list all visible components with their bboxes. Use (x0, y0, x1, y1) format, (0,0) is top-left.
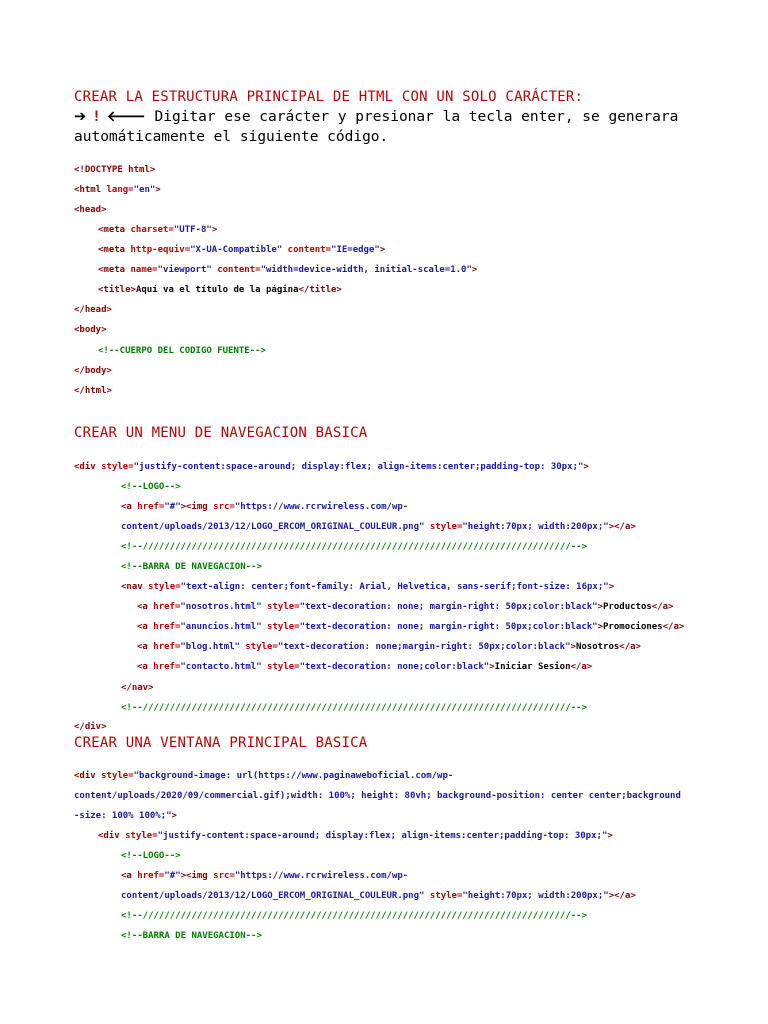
section-heading-window: CREAR UNA VENTANA PRINCIPAL BASICA (74, 735, 368, 751)
code-comment: <!--///////////////////////////////////////////////////////////////////////////////--> (121, 542, 587, 552)
intro-line-1 (74, 108, 678, 125)
code-line: <a href="blog.html" style="text-decoration: none;margin-right: 50px;color:black">Nosotros</a> (137, 642, 641, 652)
arrow-right-icon: ➔ (74, 109, 87, 125)
code-comment: <!--BARRA DE NAVEGACION--> (121, 931, 262, 941)
code-line: content/uploads/2013/12/LOGO_ERCOM_ORIGINAL_COULEUR.png" style="height:70px; width:200px;"></a> (121, 891, 636, 901)
code-line: </body> (74, 366, 112, 376)
code-line: content/uploads/2020/09/commercial.gif);width: 100%; height: 80vh; background-position: center center;background (74, 791, 681, 801)
code-comment: <!--///////////////////////////////////////////////////////////////////////////////--> (121, 703, 587, 713)
code-line: </html> (74, 386, 112, 396)
code-comment: <!--CUERPO DEL CODIGO FUENTE--> (98, 346, 266, 356)
code-line: <nav style="text-align: center;font-family: Arial, Helvetica, sans-serif;font-size: 16px;"> (121, 582, 615, 592)
code-line: <a href="nosotros.html" style="text-decoration: none; margin-right: 50px;color:black">Productos</a> (137, 602, 674, 612)
code-line: content/uploads/2013/12/LOGO_ERCOM_ORIGINAL_COULEUR.png" style="height:70px; width:200px;"></a> (121, 522, 636, 532)
code-line: <a href="anuncios.html" style="text-decoration: none; margin-right: 50px;color:black">Promociones</a> (137, 622, 685, 632)
code-line: <body> (74, 325, 107, 335)
code-line: <div style="justify-content:space-around; display:flex; align-items:center;padding-top: 30px;"> (74, 462, 589, 472)
code-line: <meta http-equiv="X-UA-Compatible" content="IE=edge"> (98, 245, 386, 255)
code-line: -size: 100% 100%;"> (74, 811, 177, 821)
code-comment: <!--LOGO--> (121, 851, 181, 861)
code-line: <div style="justify-content:space-around; display:flex; align-items:center;padding-top: 30px;"> (98, 831, 613, 841)
section-heading-structure: CREAR LA ESTRUCTURA PRINCIPAL DE HTML CON UN SOLO CARÁCTER: (74, 89, 584, 105)
code-comment: <!--BARRA DE NAVEGACION--> (121, 562, 262, 572)
code-line: <a href="contacto.html" style="text-decoration: none;color:black">Iniciar Sesion</a> (137, 662, 593, 672)
arrow-left-icon: 🡐 (106, 109, 146, 125)
section-heading-menu: CREAR UN MENU DE NAVEGACION BASICA (74, 425, 368, 441)
exclamation-mark: ! (92, 109, 101, 125)
code-line: <head> (74, 205, 107, 215)
code-line: <a href="#"><img src="https://www.rcrwireless.com/wp- (121, 871, 409, 881)
code-line: <title>Aquí va el título de la página</title> (98, 285, 342, 295)
intro-line-2: automáticamente el siguiente código. (74, 129, 389, 145)
code-comment: <!--///////////////////////////////////////////////////////////////////////////////--> (121, 911, 587, 921)
code-line: <div style="background-image: url(https://www.paginaweboficial.com/wp- (74, 771, 454, 781)
code-line: <!DOCTYPE html> (74, 165, 156, 175)
intro-text-1: Digitar ese carácter y presionar la tecla enter, se generara (154, 109, 679, 125)
code-line: <a href="#"><img src="https://www.rcrwireless.com/wp- (121, 502, 409, 512)
code-line: <meta charset="UTF-8"> (98, 225, 218, 235)
code-line: </head> (74, 305, 112, 315)
code-comment: <!--LOGO--> (121, 482, 181, 492)
code-line: <html lang="en"> (74, 185, 161, 195)
code-line: <meta name="viewport" content="width=device-width, initial-scale=1.0"> (98, 265, 478, 275)
code-line: </nav> (121, 683, 154, 693)
code-line: </div> (74, 722, 107, 732)
